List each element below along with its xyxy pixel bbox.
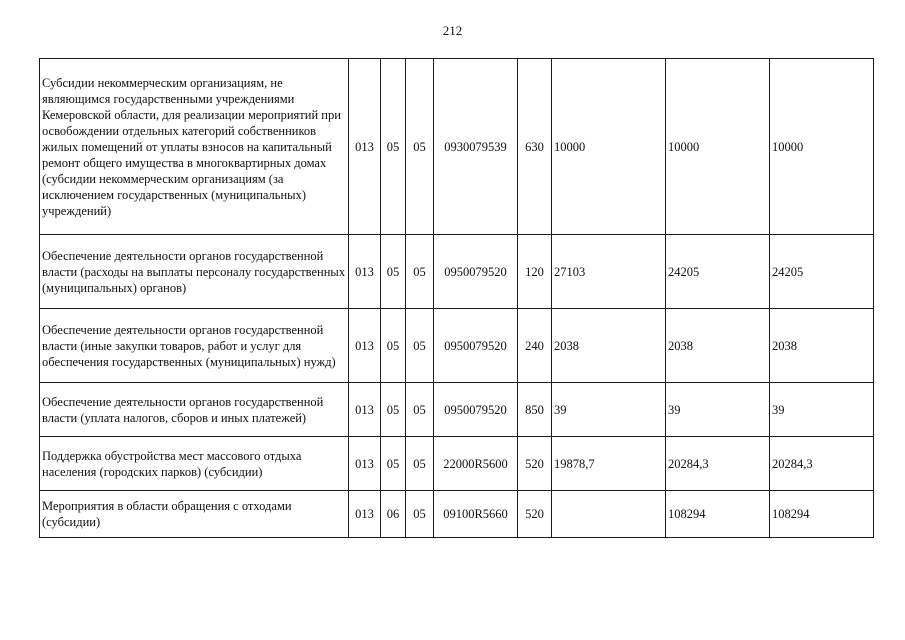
row-section-code: 05 bbox=[381, 383, 406, 437]
row-ministry-code: 013 bbox=[349, 437, 381, 491]
row-amount-1 bbox=[552, 491, 666, 538]
row-target-article: 0930079539 bbox=[434, 59, 518, 235]
row-target-article: 0950079520 bbox=[434, 235, 518, 309]
row-expense-type: 520 bbox=[518, 491, 552, 538]
row-amount-3: 108294 bbox=[770, 491, 874, 538]
row-subsection-code: 05 bbox=[406, 437, 434, 491]
row-description: Мероприятия в области обращения с отходами (субсидии) bbox=[40, 491, 349, 538]
row-amount-1: 10000 bbox=[552, 59, 666, 235]
row-description: Субсидии некоммерческим организациям, не являющимся государственными учреждениями Кемеровской области, для реализации мероприятий при освобождении отдельных категорий собственников жилых помещений от уплаты взносов на капитальный ремонт общего имущества в многоквартирных домах (субсидии некоммерческим организациям (за исключением государственных (муниципальных) учреждений) bbox=[40, 59, 349, 235]
page-number: 212 bbox=[442, 23, 463, 38]
row-expense-type: 120 bbox=[518, 235, 552, 309]
row-amount-1: 2038 bbox=[552, 309, 666, 383]
row-amount-2: 20284,3 bbox=[666, 437, 770, 491]
row-amount-3: 39 bbox=[770, 383, 874, 437]
row-description: Обеспечение деятельности органов государственной власти (расходы на выплаты персоналу государственных (муниципальных) органов) bbox=[40, 235, 349, 309]
budget-table-body bbox=[40, 59, 874, 538]
row-amount-3: 10000 bbox=[770, 59, 874, 235]
row-amount-3: 2038 bbox=[770, 309, 874, 383]
row-expense-type: 520 bbox=[518, 437, 552, 491]
row-subsection-code: 05 bbox=[406, 491, 434, 538]
table-row bbox=[40, 383, 874, 437]
row-ministry-code: 013 bbox=[349, 59, 381, 235]
table-row bbox=[40, 309, 874, 383]
table-row bbox=[40, 59, 874, 235]
row-amount-2: 108294 bbox=[666, 491, 770, 538]
row-amount-1: 19878,7 bbox=[552, 437, 666, 491]
row-expense-type: 850 bbox=[518, 383, 552, 437]
row-amount-3: 20284,3 bbox=[770, 437, 874, 491]
row-ministry-code: 013 bbox=[349, 383, 381, 437]
row-description: Обеспечение деятельности органов государственной власти (уплата налогов, сборов и иных платежей) bbox=[40, 383, 349, 437]
row-target-article: 09100R5660 bbox=[434, 491, 518, 538]
row-section-code: 05 bbox=[381, 437, 406, 491]
row-section-code: 05 bbox=[381, 309, 406, 383]
row-expense-type: 240 bbox=[518, 309, 552, 383]
row-ministry-code: 013 bbox=[349, 309, 381, 383]
row-amount-1: 27103 bbox=[552, 235, 666, 309]
row-target-article: 0950079520 bbox=[434, 383, 518, 437]
row-amount-2: 2038 bbox=[666, 309, 770, 383]
table-row bbox=[40, 235, 874, 309]
row-section-code: 06 bbox=[381, 491, 406, 538]
row-amount-3: 24205 bbox=[770, 235, 874, 309]
table-row bbox=[40, 491, 874, 538]
row-subsection-code: 05 bbox=[406, 59, 434, 235]
row-subsection-code: 05 bbox=[406, 235, 434, 309]
row-subsection-code: 05 bbox=[406, 309, 434, 383]
row-section-code: 05 bbox=[381, 235, 406, 309]
budget-table bbox=[39, 58, 874, 538]
row-expense-type: 630 bbox=[518, 59, 552, 235]
row-description: Обеспечение деятельности органов государственной власти (иные закупки товаров, работ и услуг для обеспечения государственных (муниципальных) нужд) bbox=[40, 309, 349, 383]
row-section-code: 05 bbox=[381, 59, 406, 235]
row-ministry-code: 013 bbox=[349, 491, 381, 538]
row-subsection-code: 05 bbox=[406, 383, 434, 437]
row-ministry-code: 013 bbox=[349, 235, 381, 309]
row-description: Поддержка обустройства мест массового отдыха населения (городских парков) (субсидии) bbox=[40, 437, 349, 491]
row-amount-1: 39 bbox=[552, 383, 666, 437]
row-target-article: 22000R5600 bbox=[434, 437, 518, 491]
row-amount-2: 24205 bbox=[666, 235, 770, 309]
row-amount-2: 39 bbox=[666, 383, 770, 437]
row-target-article: 0950079520 bbox=[434, 309, 518, 383]
table-row bbox=[40, 437, 874, 491]
row-amount-2: 10000 bbox=[666, 59, 770, 235]
